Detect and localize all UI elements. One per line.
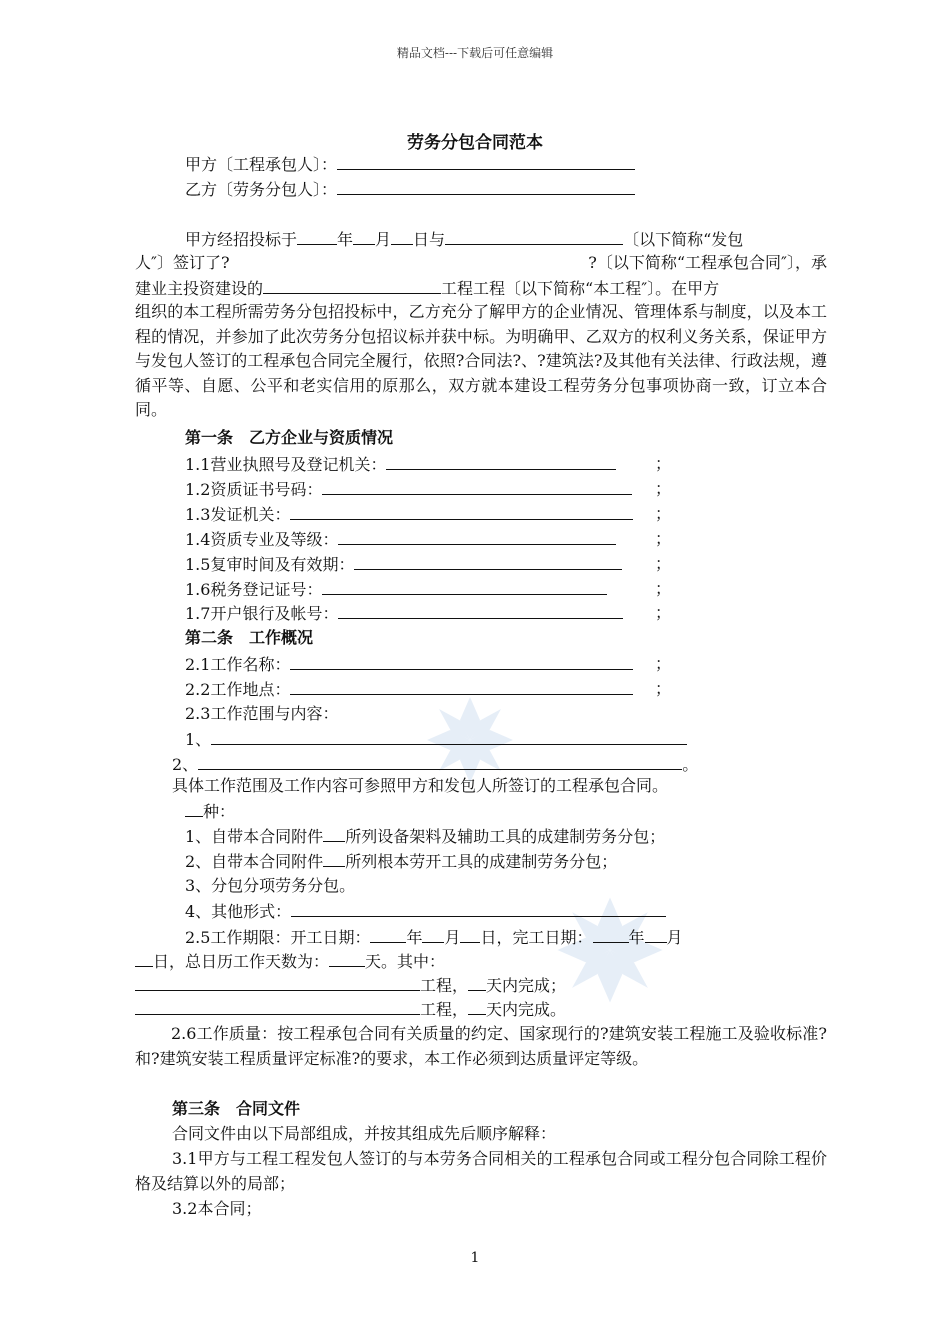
party-a-blank — [337, 152, 635, 170]
item-blank — [290, 502, 633, 520]
item-label: 1.6税务登记证号： — [185, 580, 323, 599]
intro-text: 建业主投资建设的 — [135, 279, 264, 298]
item-label: 1.1营业执照号及登记机关： — [185, 455, 387, 474]
project-blank — [135, 997, 420, 1015]
party-a-line — [185, 152, 635, 177]
item-blank — [322, 577, 607, 595]
item-blank — [290, 677, 633, 695]
intro-text: 工程工程〔以下简称“本工程″〕。在甲方 — [441, 279, 720, 298]
intro-line-2 — [135, 251, 827, 275]
kind-text: 2、自带本合同附件 — [185, 852, 324, 871]
item-label: 1.2资质证书号码： — [185, 480, 323, 499]
year-blank — [297, 227, 337, 245]
art1-item — [185, 502, 672, 527]
party-b-blank — [337, 177, 635, 195]
period-text: 工程， — [420, 976, 469, 995]
annex-blank — [323, 849, 345, 867]
kind-3: 3、分包分项劳务分包。 — [185, 876, 356, 895]
blank — [468, 997, 486, 1015]
kind-line — [185, 799, 235, 824]
item-blank — [386, 452, 616, 470]
kind-text: 1、自带本合同附件 — [185, 827, 324, 846]
item-blank — [338, 527, 616, 545]
sub-project-line-1 — [135, 973, 566, 998]
semicolon: ； — [655, 504, 672, 523]
page-header: 精品文档---下载后可任意编辑 — [396, 46, 554, 60]
clause-3-2: 3.2本合同； — [172, 1199, 262, 1218]
article-3-title: 第三条 合同文件 — [172, 1099, 301, 1118]
intro-text: 人″〕签订了? — [135, 253, 230, 272]
semicolon: ； — [655, 454, 672, 473]
party-b-label: 乙方〔劳务分包人〕： — [185, 180, 338, 199]
item-label: 2.1工作名称： — [185, 655, 291, 674]
day-blank — [391, 227, 413, 245]
period-text: 月 — [666, 928, 683, 947]
semicolon: ； — [655, 554, 672, 573]
page-number: 1 — [470, 1250, 480, 1266]
party-a-label: 甲方〔工程承包人〕： — [185, 155, 338, 174]
document-title: 劳务分包合同范本 — [407, 133, 543, 153]
intro-text: 〔以下简称“发包 — [623, 230, 744, 249]
intro-line-3 — [135, 276, 719, 301]
work-name-line — [185, 652, 672, 677]
scope-note: 具体工作范围及工作内容可参照甲方和发包人所签订的工程承包合同。 — [172, 776, 669, 795]
period-text: 日，完工日期： — [480, 928, 593, 947]
item-blank — [338, 601, 623, 619]
project-blank — [263, 276, 441, 294]
blank — [370, 925, 406, 943]
item-blank — [354, 552, 622, 570]
semicolon: ； — [655, 479, 672, 498]
item-number: 1、 — [185, 730, 212, 749]
article-2-title: 第二条 工作概况 — [185, 628, 314, 647]
period-text: 天内完成。 — [486, 1000, 567, 1019]
intro-paragraph: 组织的本工程所需劳务分包招投标中，乙方充分了解甲方的企业情况、管理体系与制度，以及本工程的情况，并参加了此次劳务分包招议标并获中标。为明确甲、乙双方的权利义务关系，保证甲方与发包人签订的工程承包合同完全履行，依照?合同法?、?建筑法?及其他有关法律、行政法规，遵循平等、自愿、公平和老实信用的原那么，双方就本建设工程劳务分包事项协商一致，订立本合同。 — [135, 302, 827, 419]
period-text: 2.5工作期限：开工日期： — [185, 928, 371, 947]
item-label: 1.3发证机关： — [185, 505, 291, 524]
party-b-line — [185, 177, 635, 202]
kind-1 — [185, 824, 665, 849]
clause-3-1: 3.1甲方与工程工程发包人签订的与本劳务合同相关的工程承包合同或工程分包合同除工程价格及结算以外的局部； — [135, 1149, 827, 1193]
semicolon: ； — [655, 679, 672, 698]
item-number: 2、 — [172, 755, 199, 774]
item-label: 2.2工作地点： — [185, 680, 291, 699]
work-location-line — [185, 677, 672, 702]
month-label: 月 — [375, 230, 392, 249]
contractor-blank — [445, 227, 623, 245]
period: 。 — [682, 755, 699, 774]
kind-text: 所列根本劳开工具的成建制劳务分包； — [345, 852, 618, 871]
period-text: 年 — [406, 928, 423, 947]
art1-item — [185, 577, 672, 602]
kind-text: 所列设备架料及辅助工具的成建制劳务分包； — [345, 827, 666, 846]
kind-label: 种： — [203, 802, 236, 821]
item-blank — [290, 652, 633, 670]
period-text: 日，总日历工作天数为： — [153, 952, 330, 971]
kind-blank — [185, 799, 203, 817]
work-scope-label: 2.3工作范围与内容： — [185, 704, 339, 723]
work-period-line-1 — [185, 925, 683, 950]
contract-docs-intro: 合同文件由以下局部组成，并按其组成先后顺序解释： — [172, 1124, 557, 1143]
annex-blank — [323, 824, 345, 842]
kind-text: 4、其他形式： — [185, 902, 292, 921]
day-label: 日与 — [413, 230, 446, 249]
art1-item — [185, 452, 672, 477]
kind-4 — [185, 899, 666, 924]
article-1-title: 第一条 乙方企业与资质情况 — [185, 428, 394, 447]
intro-text: ?〔以下简称“工程承包合同″〕，承 — [588, 253, 827, 272]
sub-project-line-2 — [135, 997, 566, 1022]
art1-item — [185, 601, 672, 626]
month-blank — [353, 227, 375, 245]
intro-line-1 — [185, 227, 743, 252]
blank — [593, 925, 629, 943]
art1-item — [185, 527, 672, 552]
item-blank — [322, 477, 632, 495]
blank — [645, 925, 667, 943]
item-blank — [211, 727, 687, 745]
year-label: 年 — [337, 230, 354, 249]
work-period-line-2 — [135, 949, 445, 974]
semicolon: ； — [655, 529, 672, 548]
semicolon: ； — [655, 603, 672, 622]
period-text: 天。其中： — [365, 952, 446, 971]
blank — [460, 925, 480, 943]
art1-item — [185, 552, 672, 577]
period-text: 天内完成； — [486, 976, 567, 995]
art1-item — [185, 477, 672, 502]
item-label: 1.5复审时间及有效期： — [185, 555, 355, 574]
other-blank — [291, 899, 666, 917]
kind-2 — [185, 849, 617, 874]
blank — [329, 949, 365, 967]
item-label: 1.4资质专业及等级： — [185, 530, 339, 549]
blank — [422, 925, 444, 943]
work-quality-paragraph: 2.6工作质量：按工程承包合同有关质量的约定、国家现行的?建筑安装工程施工及验收标准?和?建筑安装工程质量评定标准?的要求，本工作必须到达质量评定等级。 — [135, 1024, 827, 1068]
semicolon: ； — [655, 579, 672, 598]
period-text: 月 — [444, 928, 461, 947]
item-blank — [198, 752, 682, 770]
blank — [135, 949, 153, 967]
period-text: 工程， — [420, 1000, 469, 1019]
blank — [468, 973, 486, 991]
semicolon: ； — [655, 654, 672, 673]
item-label: 1.7开户银行及帐号： — [185, 604, 339, 623]
project-blank — [135, 973, 420, 991]
intro-text: 甲方经招投标于 — [185, 230, 298, 249]
period-text: 年 — [628, 928, 645, 947]
scope-item-1 — [185, 727, 687, 752]
